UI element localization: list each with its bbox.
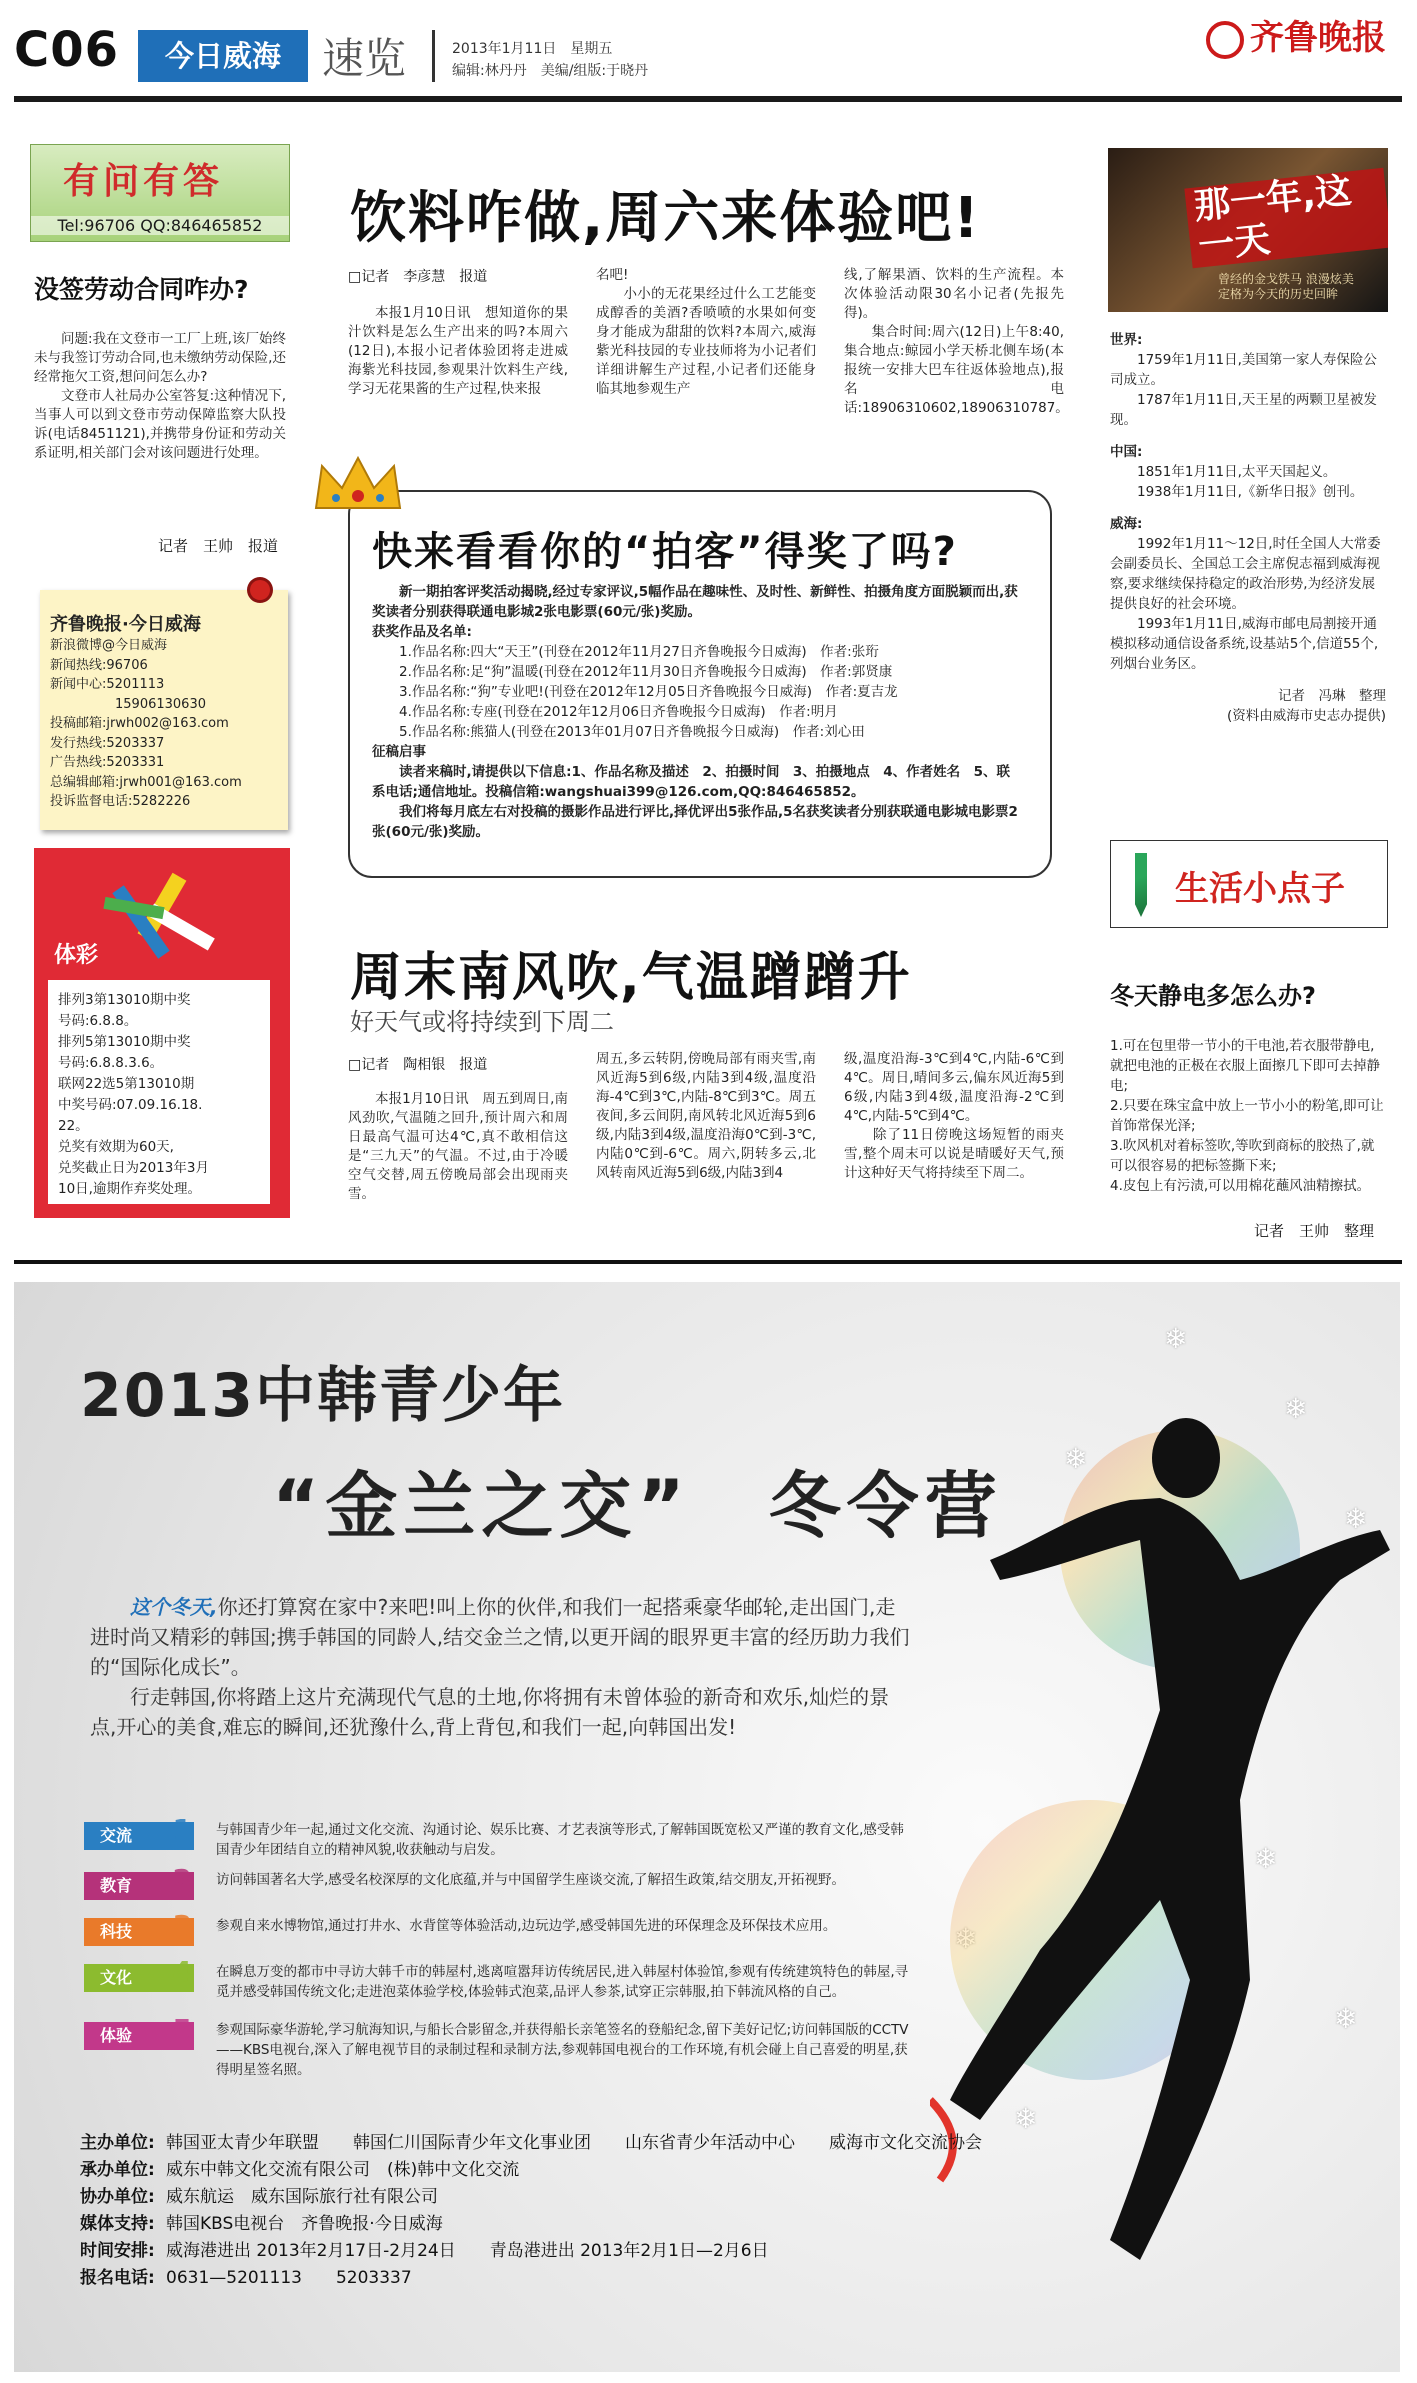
ad-feature-number: 2 (172, 1863, 192, 1896)
article1-column3: 线,了解果酒、饮料的生产流程。本次体验活动限30名小记者(先报先得)。 集合时间:周六(12日)上午8:40,集合地点:鲸园小学天桥北侧车场(本报统一安排大巴车往返体验地点),报名电话:18906310602,18906310787。 (844, 267, 1069, 416)
editor-credits: 编辑:林丹丹 美编/组版:于晓丹 (452, 63, 649, 79)
header-divider (432, 30, 435, 82)
snowflake-icon: ❄ (1164, 1322, 1188, 1355)
ad-intro-text2: 行走韩国,你将踏上这片充满现代气息的土地,你将拥有未曾体验的新奇和欢乐,灿烂的景点,开心的美食,难忘的瞬间,还犹豫什么,背上背包,和我们一起,向韩国出发! (90, 1685, 890, 1739)
prize-work-item: 1.作品名称:四大“天王”(刊登在2012年11月27日齐鲁晚报今日威海) 作者:张珩 (399, 644, 879, 660)
contact-line: 发行热线:5203337 (50, 735, 165, 751)
lottery-line: 号码:6.8.8.3.6。 (58, 1055, 164, 1071)
history-item: 1787年1月11日,天王星的两颗卫星被发现。 (1110, 392, 1377, 428)
history-item: 1993年1月11日,威海市邮电局割接开通模拟移动通信设备系统,设基站5个,信道55个,列烟台业务区。 (1110, 616, 1379, 672)
history-item: 1938年1月11日,《新华日报》创刊。 (1137, 484, 1364, 500)
sponsor-row (80, 2265, 982, 2292)
anniversary-caption: 曾经的金戈铁马 浪漫炫美 定格为今天的历史回眸 (1218, 272, 1354, 301)
ad-feature-text: 参观国际豪华游轮,学习航海知识,与船长合影留念,并获得船长亲笔签名的登船纪念,留下美好记忆;访问韩国版的CCTV——KBS电视台,深入了解电视节目的录制过程和录制方法,参观韩国电视台的工作环境,有机会碰上自己喜爱的明星,获得明星签名照。 (216, 2022, 909, 2078)
ad-intro-highlight: 这个冬天, (130, 1595, 218, 1619)
pushpin-icon (250, 580, 270, 600)
sponsor-value: 威海港进出 2013年2月17日-2月24日 青岛港进出 2013年2月1日—2月6日 (166, 2241, 769, 2261)
ad-feature-text: 访问韩国著名大学,感受名校深厚的文化底蕴,并与中国留学生座谈交流,了解招生政策,结交朋友,开拓视野。 (216, 1872, 845, 1888)
tip-item: 3.吹风机对着标签吹,等吹到商标的胶热了,就可以很容易的把标签撕下来; (1110, 1138, 1375, 1174)
ad-feature-tag (84, 1813, 194, 1850)
sponsor-key: 协办单位: (80, 2187, 155, 2207)
contact-title: 齐鲁晚报·今日威海 (50, 614, 201, 635)
article2-subtitle: 好天气或将持续到下周二 (350, 1008, 614, 1036)
qa-badge (30, 144, 290, 242)
snowflake-icon: ❄ (1014, 2102, 1038, 2135)
contact-lines (50, 636, 242, 812)
lottery-label: 体彩 (54, 943, 99, 968)
prize-work-item: 3.作品名称:“狗”专业吧!(刊登在2012年12月05日齐鲁晚报今日威海) 作者:夏吉龙 (399, 684, 898, 700)
snowflake-icon: ❄ (1284, 1392, 1308, 1425)
article2-headline: 周末南风吹,气温蹭蹭升 (350, 948, 912, 1008)
ad-feature-text: 参观自来水博物馆,通过打井水、水背筐等体验活动,边玩边学,感受韩国先进的环保理念及环保技术应用。 (216, 1918, 837, 1934)
lottery-box (34, 848, 290, 1218)
prize-headline: 快来看看你的“拍客”得奖了吗? (372, 529, 958, 575)
ad-feature-tag (84, 1909, 194, 1946)
history-world-heading: 世界: (1110, 332, 1143, 348)
prize-work-item: 4.作品名称:专座(刊登在2012年12月06日齐鲁晚报今日威海) 作者:明月 (399, 704, 838, 720)
sponsor-key: 时间安排: (80, 2241, 155, 2261)
crown-icon (310, 452, 406, 516)
ad-feature-tag-label: 文化 (100, 1968, 133, 1987)
history-world (1110, 350, 1386, 430)
tip-item: 2.只要在珠宝盒中放上一节小小的粉笔,即可让首饰常保光泽; (1110, 1098, 1384, 1134)
ad-feature-tag-label: 教育 (100, 1876, 133, 1895)
ad-feature-text: 与韩国青少年一起,通过文化交流、沟通讨论、娱乐比赛、才艺表演等形式,了解韩国既宽松又严谨的教育文化,感受韩国青少年团结自立的精神风貌,收获触动与启发。 (216, 1822, 904, 1858)
article1-column1: 本报1月10日讯 想知道你的果汁饮料是怎么生产出来的吗?本周六(12日),本报小记者体验团将走进威海紫光科技园,参观果汁饮料生产线,学习无花果酱的生产过程,快来报 (348, 305, 568, 397)
sponsor-key: 主办单位: (80, 2133, 155, 2153)
article1-byline: □记者 李彦慧 报道 (348, 269, 488, 285)
ad-feature-text: 在瞬息万变的都市中寻访大韩千市的韩屋村,逃离喧嚣拜访传统居民,进入韩屋村体验馆,参观有传统建筑特色的韩屋,寻觅并感受韩国传统文化;走进泡菜体验学校,体验韩式泡菜,品评人参茶,试穿正宗韩服,拍下韩流风格的自己。 (216, 1964, 909, 2000)
sponsor-row (80, 2238, 982, 2265)
lottery-line: 号码:6.8.8。 (58, 1013, 138, 1029)
history-weihai-heading: 威海: (1110, 516, 1143, 532)
sponsor-value: 韩国KBS电视台 齐鲁晚报·今日威海 (166, 2214, 443, 2234)
sponsor-value: 威东中韩文化交流有限公司 (株)韩中文化交流 (166, 2160, 520, 2180)
ad-feature-number: 1 (172, 1813, 192, 1846)
prize-closing: 我们将每月底左右对投稿的摄影作品进行评比,择优评出5张作品,5名获奖读者分别获联通电影城电影票2张(60元/张)奖励。 (372, 804, 1018, 840)
ad-feature-tag-label: 交流 (100, 1826, 133, 1845)
prize-intro: 新一期拍客评奖活动揭晓,经过专家评议,5幅作品在趣味性、及时性、新鲜性、拍摄角度方面脱颖而出,获奖读者分别获得联通电影城2张电影票(60元/张)奖励。 (372, 584, 1018, 620)
subsection-label: 速览 (322, 34, 407, 83)
contact-note (40, 590, 288, 830)
ad-feature-number: 5 (172, 2013, 192, 2046)
sponsor-value: 0631—5201113 5203337 (166, 2268, 412, 2288)
page-number: C06 (14, 22, 120, 78)
history-item: 1759年1月11日,美国第一家人寿保险公司成立。 (1110, 352, 1377, 388)
lottery-line: 排列5第13010期中奖 (58, 1034, 191, 1050)
article2-column2: 周五,多云转阴,傍晚局部有雨夹雪,南风近海5到6级,内陆3到4级,温度沿海-4℃到3℃,内陆-8℃到3℃。周五夜间,多云间阴,南风转北风近海5到6级,内陆3到4级,温度沿海0℃到-3℃,内陆0℃到-6℃。周六,阴转多云,北风转南风近海5到6级,内陆3到4 (596, 1051, 816, 1181)
snowflake-icon: ❄ (1064, 1442, 1088, 1475)
sponsor-key: 报名电话: (80, 2268, 155, 2288)
history-list (1110, 330, 1386, 726)
lottery-line: 10日,逾期作弃奖处理。 (58, 1181, 201, 1197)
article1-column2: 名吧! 小小的无花果经过什么工艺能变成醇香的美酒?香喷喷的水果如何变身才能成为甜甜的饮料?本周六,威海紫光科技园的专业技师将为小记者们详细讲解生产过程,小记者们还能身临其地参观生产 (596, 267, 816, 397)
prize-work-item: 5.作品名称:熊猫人(刊登在2013年01月07日齐鲁晚报今日威海) 作者:刘心田 (399, 724, 865, 740)
section-label: 今日威海 (138, 30, 308, 82)
history-item: 1992年1月11～12日,时任全国人大常委会副委员长、全国总工会主席倪志福到威海视察,要求继续保持稳定的政治形势,为经济发展提供良好的社会环境。 (1110, 536, 1381, 612)
tip-item: 1.可在包里带一节小的干电池,若衣服带静电,就把电池的正极在衣服上面擦几下即可去掉静电; (1110, 1038, 1380, 1094)
contact-line: 投稿邮箱:jrwh002@163.com (50, 716, 229, 731)
lottery-line: 兑奖截止日为2013年3月 (58, 1160, 209, 1176)
ad-feature-tag (84, 2013, 194, 2050)
sponsor-row (80, 2157, 982, 2184)
qa-question-title: 没签劳动合同咋办? (34, 275, 249, 304)
ad-feature-tag (84, 1955, 194, 1992)
snowflake-icon: ❄ (954, 1922, 978, 1955)
ad-sponsors (80, 2130, 982, 2292)
prize-list-heading: 获奖作品及名单: (372, 624, 472, 640)
logo-emblem-icon (1206, 21, 1244, 59)
history-china (1110, 462, 1386, 502)
qa-badge-title: 有问有答 (63, 161, 224, 202)
newspaper-logo (1206, 10, 1386, 59)
ad-subheadline: “金兰之交” 冬令营 (272, 1464, 1003, 1548)
prize-work-item: 2.作品名称:足“狗”温暖(刊登在2012年11月30日齐鲁晚报今日威海) 作者:郭贤康 (399, 664, 893, 680)
snowflake-icon: ❄ (1254, 1842, 1278, 1875)
contact-line: 广告热线:5203331 (50, 755, 165, 770)
prize-call-heading: 征稿启事 (372, 744, 426, 760)
lottery-results (48, 980, 270, 1204)
lottery-line: 中奖号码:07.09.16.18. (58, 1097, 203, 1113)
sponsor-key: 媒体支持: (80, 2214, 155, 2234)
ad-feature-number: 4 (172, 1955, 192, 1988)
qa-question: 问题:我在文登市一工厂上班,该厂始终未与我签订劳动合同,也未缴纳劳动保险,还经常拖欠工资,想问问怎么办? (34, 331, 286, 385)
article1-headline: 饮料咋做,周六来体验吧! (350, 186, 981, 251)
qa-body (34, 330, 286, 463)
lottery-line: 排列3第13010期中奖 (58, 992, 191, 1008)
lottery-line: 兑奖有效期为60天, (58, 1139, 174, 1155)
history-weihai (1110, 534, 1386, 674)
newspaper-name: 齐鲁晚报 (1250, 18, 1386, 58)
contact-line: 新闻热线:96706 (50, 657, 148, 673)
qa-badge-phone: Tel:96706 QQ:846465852 (31, 216, 289, 235)
history-signature: 记者 冯琳 整理 (1278, 688, 1386, 704)
contact-line: 15906130630 (50, 696, 206, 712)
snowflake-icon: ❄ (1344, 1502, 1368, 1535)
pencil-icon (1121, 853, 1161, 917)
qa-signature: 记者 王帅 报道 (158, 537, 279, 555)
ad-intro (90, 1592, 910, 1742)
ad-feature-tag-label: 科技 (100, 1922, 133, 1941)
contact-line: 新浪微博@今日威海 (50, 638, 168, 653)
ad-feature-number: 3 (172, 1909, 192, 1942)
anniversary-title: 那一年,这一天 (1184, 168, 1388, 268)
tips-logo (1110, 840, 1388, 928)
lottery-line: 联网22选5第13010期 (58, 1076, 195, 1092)
ad-intro-text: 你还打算窝在家中?来吧!叫上你的伙伴,和我们一起搭乘豪华邮轮,走出国门,走进时尚又精彩的韩国;携手韩国的同龄人,结交金兰之情,以更开阔的眼界更丰富的经历助力我们的“国际化成长”。 (90, 1595, 910, 1679)
sponsor-value: 威东航运 威东国际旅行社有限公司 (166, 2187, 438, 2207)
history-china-heading: 中国: (1110, 444, 1143, 460)
tips-logo-text: 生活小点子 (1175, 869, 1345, 909)
anniversary-banner (1108, 148, 1388, 312)
tip-item: 4.皮包上有污渍,可以用棉花蘸风油精擦拭。 (1110, 1178, 1371, 1194)
prize-body (372, 582, 1022, 842)
tips-body (1110, 1036, 1384, 1196)
contact-line: 投诉监督电话:5282226 (50, 794, 191, 809)
article2-column3: 级,温度沿海-3℃到4℃,内陆-6℃到4℃。周日,晴间多云,偏东风近海5到6级,内陆3到4级,温度沿海-2℃到4℃,内陆-5℃到4℃。 除了11日傍晚这场短暂的雨夹雪,整个周末可以说是晴暖好天气,预计这种好天气将持续至下周二。 (844, 1051, 1064, 1181)
article2-byline: □记者 陶相银 报道 (348, 1057, 488, 1073)
prize-works-list (372, 642, 1022, 742)
article2-column1: 本报1月10日讯 周五到周日,南风劲吹,气温随之回升,预计周六和周日最高气温可达4℃,真不敢相信这是“三九天”的气温。不过,由于冷暖空气交替,周五傍晚局部会出现雨夹雪。 (348, 1091, 568, 1202)
header-rule (14, 96, 1402, 102)
section-divider (14, 1260, 1402, 1264)
qa-answer: 文登市人社局办公室答复:这种情况下,当事人可以到文登市劳动保障监察大队投诉(电话8451121),并携带身份证和劳动关系证明,相关部门会对该问题进行处理。 (34, 388, 286, 461)
sponsor-row (80, 2130, 982, 2157)
ad-headline: 2013中韩青少年 (80, 1361, 565, 1431)
tips-title: 冬天静电多怎么办? (1110, 982, 1316, 1010)
ad-feature-tag-label: 体验 (100, 2026, 133, 2045)
sponsor-value: 韩国亚太青少年联盟 韩国仁川国际青少年文化事业团 山东省青少年活动中心 威海市文化交流协会 (166, 2133, 982, 2153)
prize-call-body: 读者来稿时,请提供以下信息:1、作品名称及描述 2、拍摄时间 3、拍摄地点 4、作者姓名 5、联系电话;通信地址。投稿信箱:wangshuai399@126.com,QQ:846465852。 (372, 764, 1010, 800)
issue-date: 2013年1月11日 星期五 (452, 41, 613, 57)
ad-feature-tag (84, 1863, 194, 1900)
snowflake-icon: ❄ (1334, 2002, 1358, 2035)
contact-line: 总编辑邮箱:jrwh001@163.com (50, 774, 242, 790)
history-source: (资料由威海市史志办提供) (1226, 708, 1386, 724)
history-item: 1851年1月11日,太平天国起义。 (1137, 464, 1337, 480)
tips-signature: 记者 王帅 整理 (1254, 1222, 1375, 1240)
lottery-line: 22。 (58, 1118, 89, 1134)
contact-line: 新闻中心:5201113 (50, 677, 165, 692)
sponsor-row (80, 2184, 982, 2211)
sponsor-row (80, 2211, 982, 2238)
sponsor-key: 承办单位: (80, 2160, 155, 2180)
